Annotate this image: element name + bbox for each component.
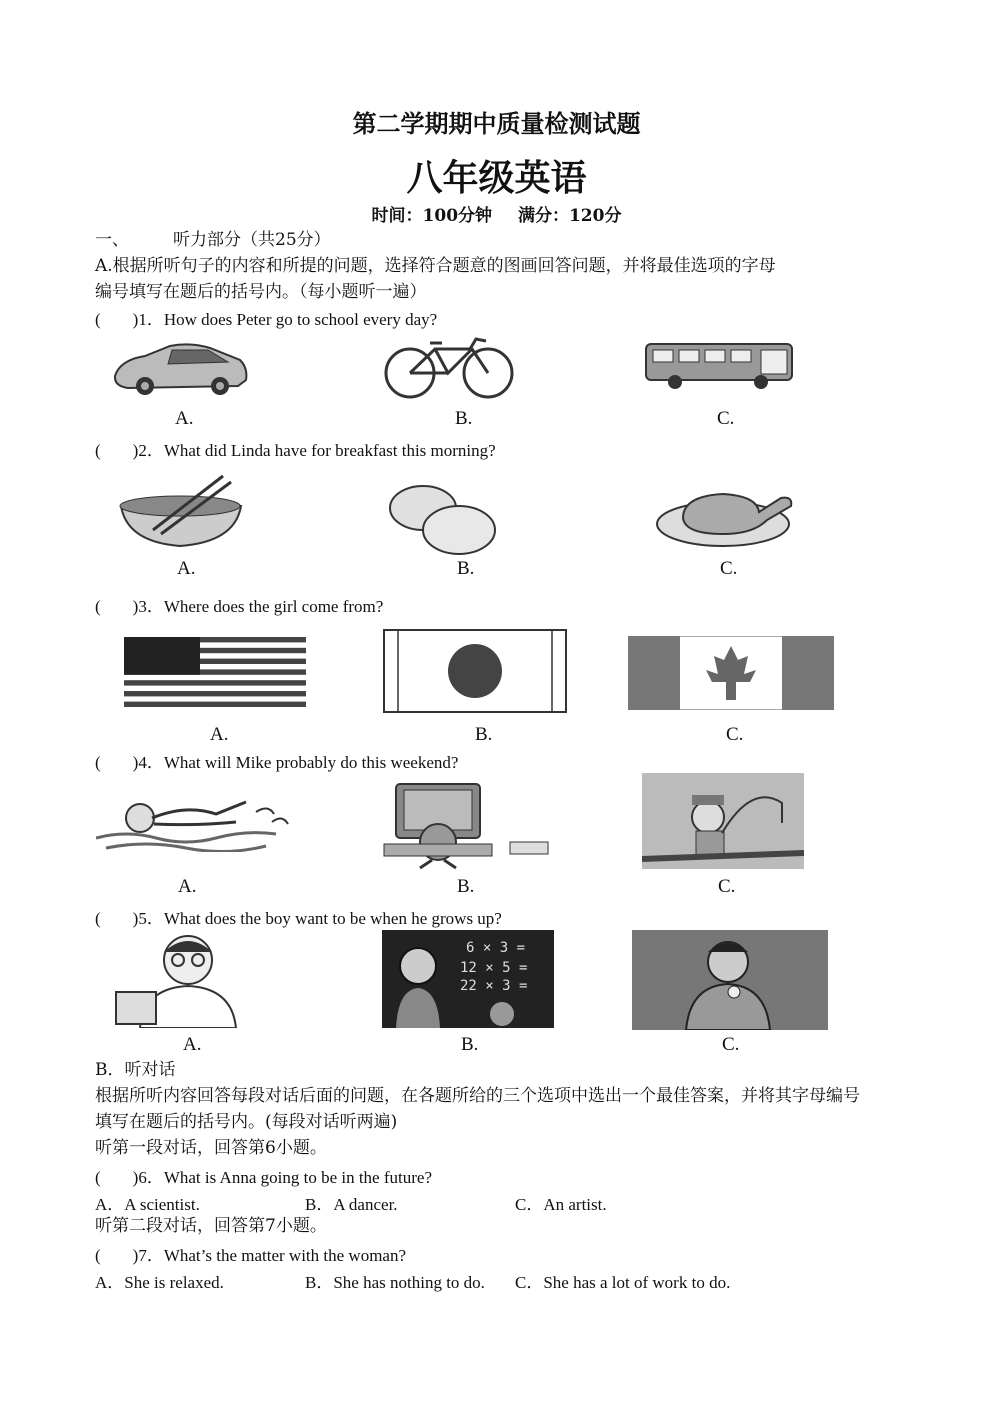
sectionB-instruction-2: 填写在题后的括号内。(每段对话听两遍) [95,1112,398,1132]
q6-option-c: C．An artist. [515,1195,607,1214]
japan-flag-icon [382,628,568,714]
dialog-1-note: 听第一段对话，回答第6小题。 [95,1138,327,1158]
svg-text:22 × 3 =: 22 × 3 = [460,978,528,994]
question-7: ( )7．What’s the matter with the woman? [95,1246,407,1265]
q5-label-a: A. [183,1034,202,1055]
q4-label-c: C. [718,876,736,897]
doctor-icon [110,930,266,1028]
sectionA-instruction-1: A.根据所听句子的内容和所提的问题，选择符合题意的图画回答问题，并将最佳选项的字母 [95,256,776,276]
q5-label-b: B. [461,1034,479,1055]
part1-heading [95,228,331,252]
car-icon [110,338,250,398]
swimming-icon [96,792,296,852]
q6-option-a: A．A scientist. [95,1195,200,1214]
svg-text:12 × 5 =: 12 × 5 = [460,960,528,976]
question-1: ( )1．How does Peter go to school every day? [95,310,438,329]
q7-option-b: B．She has nothing to do. [305,1273,485,1292]
svg-text:6 × 3 =: 6 × 3 = [466,940,526,956]
teacher-icon [382,930,554,1028]
eggs-icon [383,478,503,558]
usa-flag-icon [124,637,306,707]
bus-icon [643,340,797,390]
dialog-2-note: 听第二段对话，回答第7小题。 [95,1216,327,1236]
part1-title: 听力部分（共25分） [173,230,331,250]
singer-icon [632,930,828,1030]
sectionB-heading: B．听对话 [95,1060,176,1080]
q1-label-c: C. [717,408,735,429]
subject-title: 八年级英语 [406,157,587,199]
q4-label-b: B. [457,876,475,897]
q3-label-b: B. [475,724,493,745]
noodles-bowl-icon [113,468,248,553]
exam-score: 满分：120分 [517,206,622,226]
q7-option-c: C．She has a lot of work to do. [515,1273,731,1292]
exam-info [0,201,993,226]
question-3: ( )3．Where does the girl come from? [95,597,384,616]
q3-label-a: A. [210,724,229,745]
chicken-plate-icon [653,478,803,550]
bicycle-icon [380,335,520,401]
question-4: ( )4．What will Mike probably do this weekend? [95,753,459,772]
canada-flag-icon [628,636,834,710]
q5-label-c: C. [722,1034,740,1055]
question-6: ( )6．What is Anna going to be in the future? [95,1168,432,1187]
q2-label-b: B. [457,558,475,579]
exam-time: 时间：100分钟 [371,206,493,226]
q1-label-b: B. [455,408,473,429]
exam-title: 第二学期期中质量检测试题 [352,109,641,138]
q4-label-a: A. [178,876,197,897]
computer-icon [380,780,552,870]
q3-label-c: C. [726,724,744,745]
part1-number: 一、 [95,230,129,250]
q2-label-c: C. [720,558,738,579]
q6-option-b: B．A dancer. [305,1195,398,1214]
q1-label-a: A. [175,408,194,429]
q2-label-a: A. [177,558,196,579]
fishing-icon [642,773,804,869]
question-5: ( )5．What does the boy want to be when he grows up? [95,909,502,928]
sectionA-instruction-2: 编号填写在题后的括号内。（每小题听一遍） [95,282,427,302]
question-2: ( )2．What did Linda have for breakfast this morning? [95,441,496,460]
sectionB-instruction-1: 根据所听内容回答每段对话后面的问题，在各题所给的三个选项中选出一个最佳答案，并将其字母编号 [95,1086,860,1106]
q7-option-a: A．She is relaxed. [95,1273,224,1292]
